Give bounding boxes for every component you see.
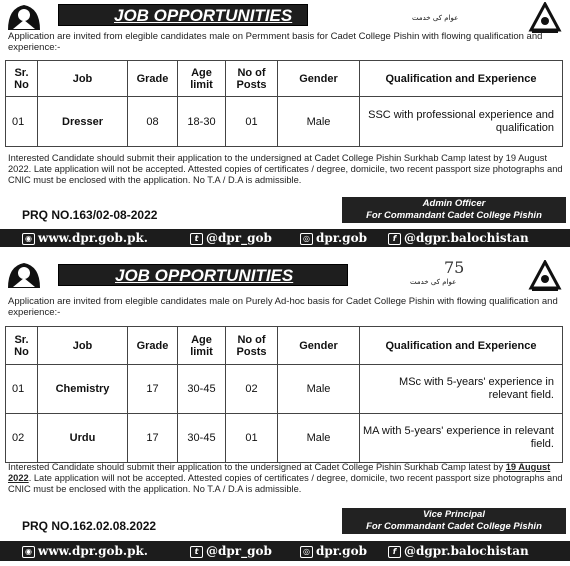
job-ad-dresser	[0, 0, 570, 253]
signatory-org: For Commandant Cadet College Pishin	[366, 210, 542, 221]
col-srno: Sr. No	[6, 61, 38, 97]
job-ad-lecturers	[0, 258, 570, 566]
instagram-icon: ◎	[300, 233, 313, 245]
cell-qual: MSc with 5-years' experience in relevant field.	[360, 365, 563, 414]
urdu-caption: عوام کی خدمت	[410, 278, 457, 286]
signatory-title: Admin Officer	[422, 198, 486, 209]
col-srno: Sr. No	[6, 327, 38, 365]
footer-twitter[interactable]: t @dpr_gob	[190, 541, 272, 561]
signature-block	[342, 508, 566, 534]
col-gender: Gender	[278, 61, 360, 97]
table-row	[6, 97, 563, 147]
footer-twitter[interactable]: t @dpr_gob	[190, 229, 272, 247]
balochistan-govt-logo-icon	[4, 260, 44, 290]
cell-job: Urdu	[38, 414, 128, 463]
prq-number: PRQ NO.163/02-08-2022	[22, 208, 158, 222]
cell-srno: 02	[6, 414, 38, 463]
cell-age: 18-30	[178, 97, 226, 147]
globe-icon: ◉	[22, 233, 35, 245]
cell-qual: MA with 5-years' experience in relevant field.	[360, 414, 563, 463]
cell-qual: SSC with professional experience and qualification	[360, 97, 563, 147]
jobs-table	[5, 60, 563, 147]
cell-grade: 17	[128, 414, 178, 463]
balochistan-govt-logo-icon	[4, 2, 44, 32]
cell-posts: 01	[226, 414, 278, 463]
instructions-text: Interested Candidate should submit their application to the undersigned at Cadet College Pishin Surkhab Camp latest by 19 August 2022. Late application will not be accepted. Attested copies of certificates / degree, domicile, two recent passport size photographs and CNIC must be enclosed with the application. No T.A / D.A is admissible.	[8, 153, 563, 185]
jobs-table	[5, 326, 563, 463]
globe-icon: ◉	[22, 546, 35, 558]
prq-number: PRQ NO.162.02.08.2022	[22, 519, 157, 533]
col-grade: Grade	[128, 327, 178, 365]
cell-job: Dresser	[38, 97, 128, 147]
col-qual: Qualification and Experience	[360, 61, 563, 97]
footer-instagram[interactable]: ◎ dpr.gob	[300, 541, 367, 561]
instagram-icon: ◎	[300, 546, 313, 558]
cell-posts: 02	[226, 365, 278, 414]
footer-bar	[0, 541, 570, 561]
ad-title: JOB OPPORTUNITIES	[115, 266, 294, 285]
cell-age: 30-45	[178, 414, 226, 463]
cadet-college-crest-icon	[528, 260, 562, 292]
signatory-org: For Commandant Cadet College Pishin	[366, 521, 542, 532]
col-age: Age limit	[178, 61, 226, 97]
col-posts: No of Posts	[226, 61, 278, 97]
75-years-mark: 75	[444, 258, 465, 277]
footer-web[interactable]: ◉ www.dpr.gob.pk.	[22, 229, 148, 247]
title-banner	[58, 4, 308, 26]
deadline-date: 19 August 2022	[8, 462, 551, 483]
cell-gender: Male	[278, 97, 360, 147]
signatory-title: Vice Principal	[423, 509, 485, 520]
cell-job: Chemistry	[38, 365, 128, 414]
footer-web[interactable]: ◉ www.dpr.gob.pk.	[22, 541, 148, 561]
signature-block	[342, 197, 566, 223]
cell-srno: 01	[6, 365, 38, 414]
table-row	[6, 414, 563, 463]
footer-facebook[interactable]: f @dgpr.balochistan	[388, 541, 529, 561]
footer-bar	[0, 229, 570, 247]
footer-instagram[interactable]: ◎ dpr.gob	[300, 229, 367, 247]
intro-text: Application are invited from elegible candidates male on Permment basis for Cadet College Pishin with flowing qualification and experience:-	[8, 31, 543, 53]
table-header-row	[6, 327, 563, 365]
cell-grade: 08	[128, 97, 178, 147]
title-banner	[58, 264, 348, 286]
cadet-college-crest-icon	[528, 2, 562, 34]
twitter-icon: t	[190, 546, 203, 558]
col-posts: No of Posts	[226, 327, 278, 365]
facebook-icon: f	[388, 233, 401, 245]
col-age: Age limit	[178, 327, 226, 365]
table-header-row	[6, 61, 563, 97]
urdu-caption: عوام کی خدمت	[412, 14, 459, 22]
twitter-icon: t	[190, 233, 203, 245]
cell-grade: 17	[128, 365, 178, 414]
cell-age: 30-45	[178, 365, 226, 414]
col-job: Job	[38, 327, 128, 365]
footer-facebook[interactable]: f @dgpr.balochistan	[388, 229, 529, 247]
intro-text: Application are invited from elegible candidates male on Purely Ad-hoc basis for Cadet College Pishin with flowing qualification and experience:-	[8, 296, 558, 318]
col-grade: Grade	[128, 61, 178, 97]
instructions-text: Interested Candidate should submit their application to the undersigned at Cadet College Pishin Surkhab Camp latest by 19 August 2022. Late application will not be accepted. Attested copies of certificates / degree, domicile, two recent passport size photographs and CNIC must be enclosed with the application. No T.A / D.A is admissible.	[8, 462, 563, 494]
col-gender: Gender	[278, 327, 360, 365]
cell-gender: Male	[278, 365, 360, 414]
cell-gender: Male	[278, 414, 360, 463]
facebook-icon: f	[388, 546, 401, 558]
cell-srno: 01	[6, 97, 38, 147]
cell-posts: 01	[226, 97, 278, 147]
ad-title: JOB OPPORTUNITIES	[114, 6, 293, 25]
col-job: Job	[38, 61, 128, 97]
col-qual: Qualification and Experience	[360, 327, 563, 365]
table-row	[6, 365, 563, 414]
